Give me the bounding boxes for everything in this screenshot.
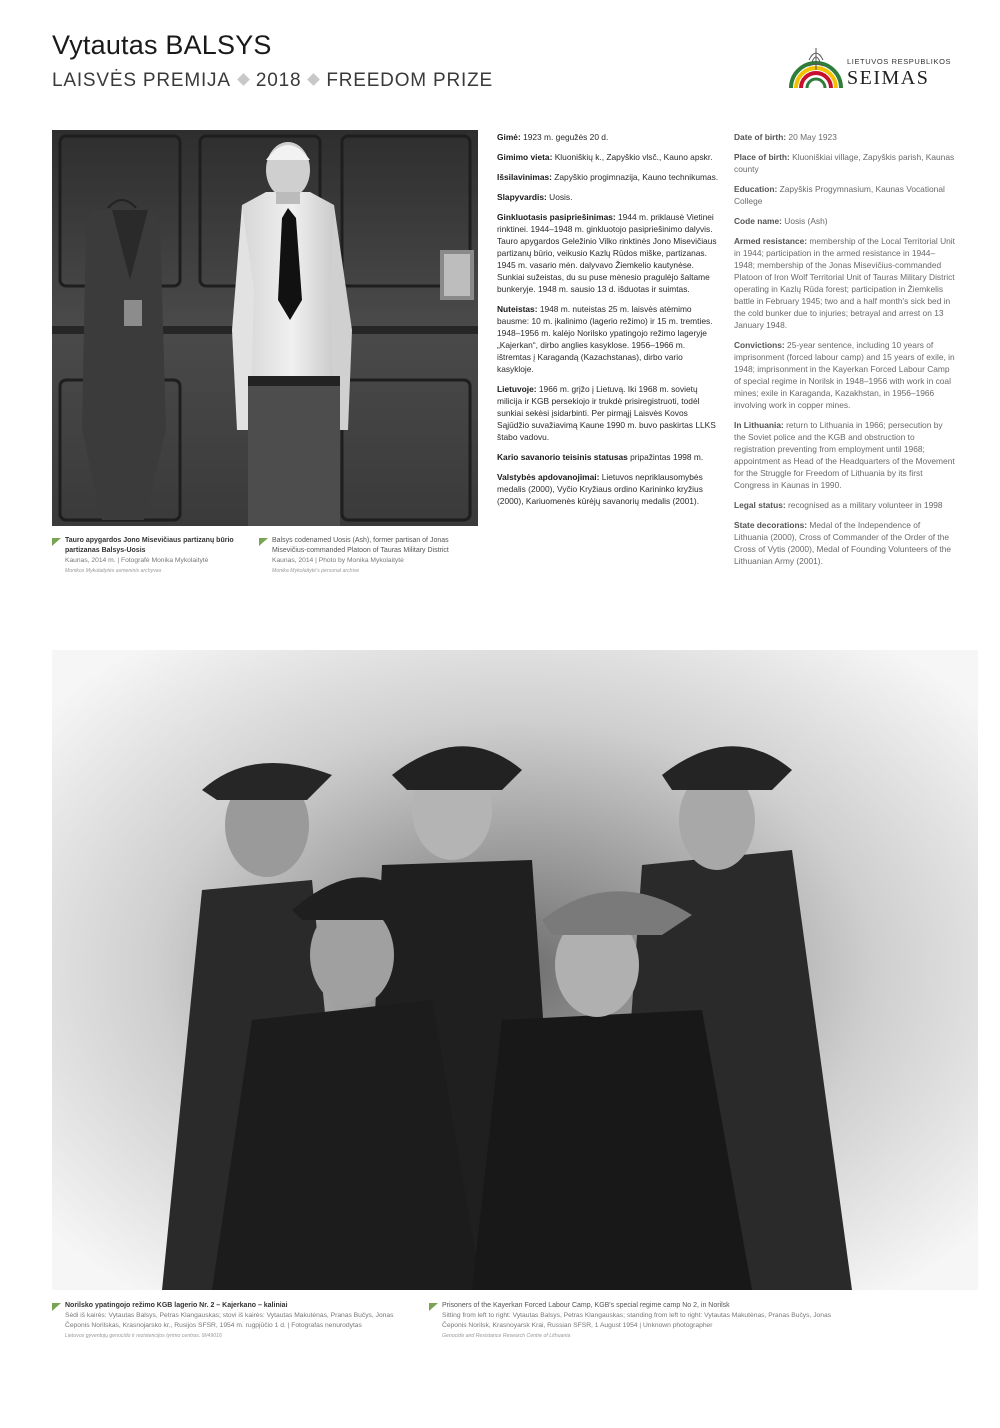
bio-text: return to Lithuania in 1966; persecution by the Soviet police and the KGB and obstruction to registration preventing from employment until 1968; appointment as Head of the Headquarters of the Movement for the Struggle for Freedom of Lithuania by its first Congress in Kaunas in 1990. [734,420,955,490]
bio-entry-code-name [497,191,719,203]
bio-label: Lietuvoje: [497,384,537,394]
bio-entry-convictions [734,339,956,411]
caption-source: Monikos Mykolaitytės asmeninis archyvas [65,568,162,574]
bio-entry-armed-resistance [734,235,956,331]
bio-entry-birth-place [497,151,719,163]
bio-entry-legal-status [734,499,956,511]
person-name: Vytautas BALSYS [52,30,272,60]
bio-entry-code-name [734,215,956,227]
portrait-photo [52,130,478,526]
bio-entry-in-lithuania [497,383,719,443]
bio-text: Uosis. [546,192,573,202]
caption-title: Balsys codenamed Uosis (Ash), former partisan of Jonas Misevičius-commanded Platoon of Tauras Military District [272,537,449,554]
bio-text: pripažintas 1998 m. [627,452,704,462]
group-photo [52,650,978,1290]
prize-year: 2018 [255,70,302,91]
caption-source: Monika Mykolaitytė's personal archive [272,568,360,574]
bio-label: Kario savanorio teisinis statusas [497,452,628,462]
prize-title [52,70,493,92]
prize-title-en: FREEDOM PRIZE [326,70,493,91]
bio-entry-armed-resistance [497,211,719,295]
bio-label: Valstybės apdovanojimai: [497,472,600,482]
caption-title: Prisoners of the Kayerkan Forced Labour Camp, KGB's special regime camp No 2, in Norilsk [442,1302,730,1309]
bio-label: State decorations: [734,520,808,530]
group-caption-en [442,1301,842,1341]
prize-title-lt: LAISVĖS PREMIJA [52,70,231,91]
bio-entry-birth-date [497,131,719,143]
caption-title: Norilsko ypatingojo režimo KGB lagerio Nr. 2 – Kajerkano – kaliniai [65,1302,288,1309]
portrait-caption-lt [65,536,245,576]
bio-text: 1923 m. gegužės 20 d. [520,132,609,142]
bio-label: Slapyvardis: [497,192,547,202]
bio-text: Kluoniškių k., Zapyškio vlsč., Kauno apskr. [552,152,713,162]
caption-meta: Sėdi iš kairės: Vytautas Balsys, Petras Klangauskas; stovi iš kairės: Vytautas Makutėnas, Pranas Bučys, Jonas Čeponis Norilskas, Krasnojarsko kr., Rusijos SFSR, 1954 m. rugpjūčio 1 d. | Fotografas nenurodytas [65,1312,394,1329]
caption-meta: Kaunas, 2014 m. | Fotografė Monika Mykolaitytė [65,557,209,564]
bio-label: Date of birth: [734,132,787,142]
logo-text-large: SEIMAS [847,67,930,89]
bio-label: Ginkluotasis pasipriešinimas: [497,212,616,222]
bio-entry-state-decorations [497,471,719,507]
bio-label: Nuteistas: [497,304,538,314]
caption-marker-icon [429,1303,438,1311]
caption-marker-icon [52,1303,61,1311]
biography-lithuanian [497,131,719,515]
seimas-logo [787,40,952,96]
bio-entry-education [734,183,956,207]
bio-label: In Lithuania: [734,420,784,430]
portrait-caption-en [272,536,482,576]
caption-meta: Kaunas, 2014 | Photo by Monika Mykolaitytė [272,557,404,564]
caption-source: Lietuvos gyventojų genocido ir rezistencijos tyrimo centras. 9I/49016 [65,1333,222,1339]
logo-text-small: LIETUVOS RESPUBLIKOS [847,57,952,66]
bio-text: membership of the Local Territorial Unit in 1944; participation in the armed resistance in 1944–1948; membership of the Jonas Misevičius-commanded Platoon of Iron Wolf Territorial Unit of Tauras Military District operating in Kazlų Rūda forest; participation in Žiemkelis battle in February 1945; two and a half month's sick bed in the cold bunker due to injuries; betrayal and arrest on 13 January 1948. [734,236,955,330]
bio-text: 20 May 1923 [786,132,837,142]
bio-entry-education [497,171,719,183]
caption-title: Tauro apygardos Jono Misevičiaus partizanų būrio partizanas Balsys-Uosis [65,537,234,554]
bio-text: Zapyškis Progymnasium, Kaunas Vocational College [734,184,945,206]
bio-label: Išsilavinimas: [497,172,552,182]
biography-english [734,131,956,575]
bio-label: Convictions: [734,340,785,350]
bio-entry-birth-date [734,131,956,143]
bio-label: Code name: [734,216,782,226]
bio-label: Armed resistance: [734,236,808,246]
bio-entry-convictions [497,303,719,375]
bio-text: 1966 m. grįžo į Lietuvą. Iki 1968 m. sovietų milicija ir KGB persekiojo ir trukdė prisiregistruoti, todėl sunkiai sekėsi įsidarbinti. Per pirmąjį Laisvės Kovos Sąjūdžio suvažiavimą Kaune 1990 m. buvo paskirtas LLKS štabo vadovu. [497,384,716,442]
bio-text: Kluoniškiai village, Zapyškis parish, Kaunas county [734,152,955,174]
bio-text: recognised as a military volunteer in 1998 [785,500,943,510]
bio-entry-birth-place [734,151,956,175]
bio-entry-state-decorations [734,519,956,567]
group-caption-lt [65,1301,405,1341]
bio-text: Zapyškio progimnazija, Kauno technikumas. [551,172,719,182]
diamond-separator-icon [237,74,250,87]
bio-label: Gimimo vieta: [497,152,553,162]
caption-source: Genocide and Resistance Research Centre of Lithuania [442,1333,571,1339]
bio-text: 1944 m. priklausė Vietinei rinktinei. 1944–1948 m. ginkluotojo pasipriešinimo dalyvis. Tauro apygardos Geležinio Vilko rinktinės Jono Misevičiaus partizanų būrio, veikusio Kazlų Rūdos miške, partizanas. 1945 m. vasario mėn. dalyvavo Žiemkelio kautynėse. Sunkiai sužeistas, du su puse mėnesio pragulėjo šaltame bunkeryje. 1948 m. sausio 13 d. išduotas ir suimtas. [497,212,717,294]
diamond-separator-icon [307,74,320,87]
bio-text: Medal of the Independence of Lithuania (2000), Cross of Commander of the Order of the Cross of Vytis (2000), Medal of Founding Volunteers of the Lithuanian Army (2001). [734,520,952,566]
caption-marker-icon [259,538,268,546]
caption-marker-icon [52,538,61,546]
bio-label: Legal status: [734,500,786,510]
bio-text: 1948 m. nuteistas 25 m. laisvės atėmimo bausme: 10 m. įkalinimo (lagerio režimo) ir 15 m. tremties. 1948–1956 m. kalėjo Norilsko ypatingojo režimo lageryje „Kajerkan“, dirbo anglies kasyklose. 1956–1966 m. ištremtas į Karagandą (Kazachstanas), dirbo vario kasykloje. [497,304,713,374]
bio-text: Uosis (Ash) [781,216,828,226]
seimas-emblem-icon [787,40,845,96]
bio-label: Education: [734,184,778,194]
caption-meta: Sitting from left to right: Vytautas Balsys, Petras Klangauskas; standing from left to right: Vytautas Makutėnas, Pranas Bučys, Jonas Čeponis Norilsk, Krasnoyarsk Krai, Russian SFSR, 1 August 1954 | Unknown photographer [442,1312,832,1329]
bio-text: Lietuvos nepriklausomybės medalis (2000), Vyčio Kryžiaus ordino Karininko kryžius (2000), Kariuomenės kūrėjų savanorių medalis (2001). [497,472,703,506]
bio-entry-in-lithuania [734,419,956,491]
bio-label: Gimė: [497,132,521,142]
bio-entry-legal-status [497,451,719,463]
bio-label: Place of birth: [734,152,790,162]
bio-text: 25-year sentence, including 10 years of imprisonment (forced labour camp) and 15 years of exile, in 1948; imprisonment in the Kayerkan Forced Labour Camp of special regime in Norilsk in 1948–1956 with work in coal mines; exile in Karaganda, Kazakhstan, in 1956–1966 involving work in copper mines. [734,340,955,410]
